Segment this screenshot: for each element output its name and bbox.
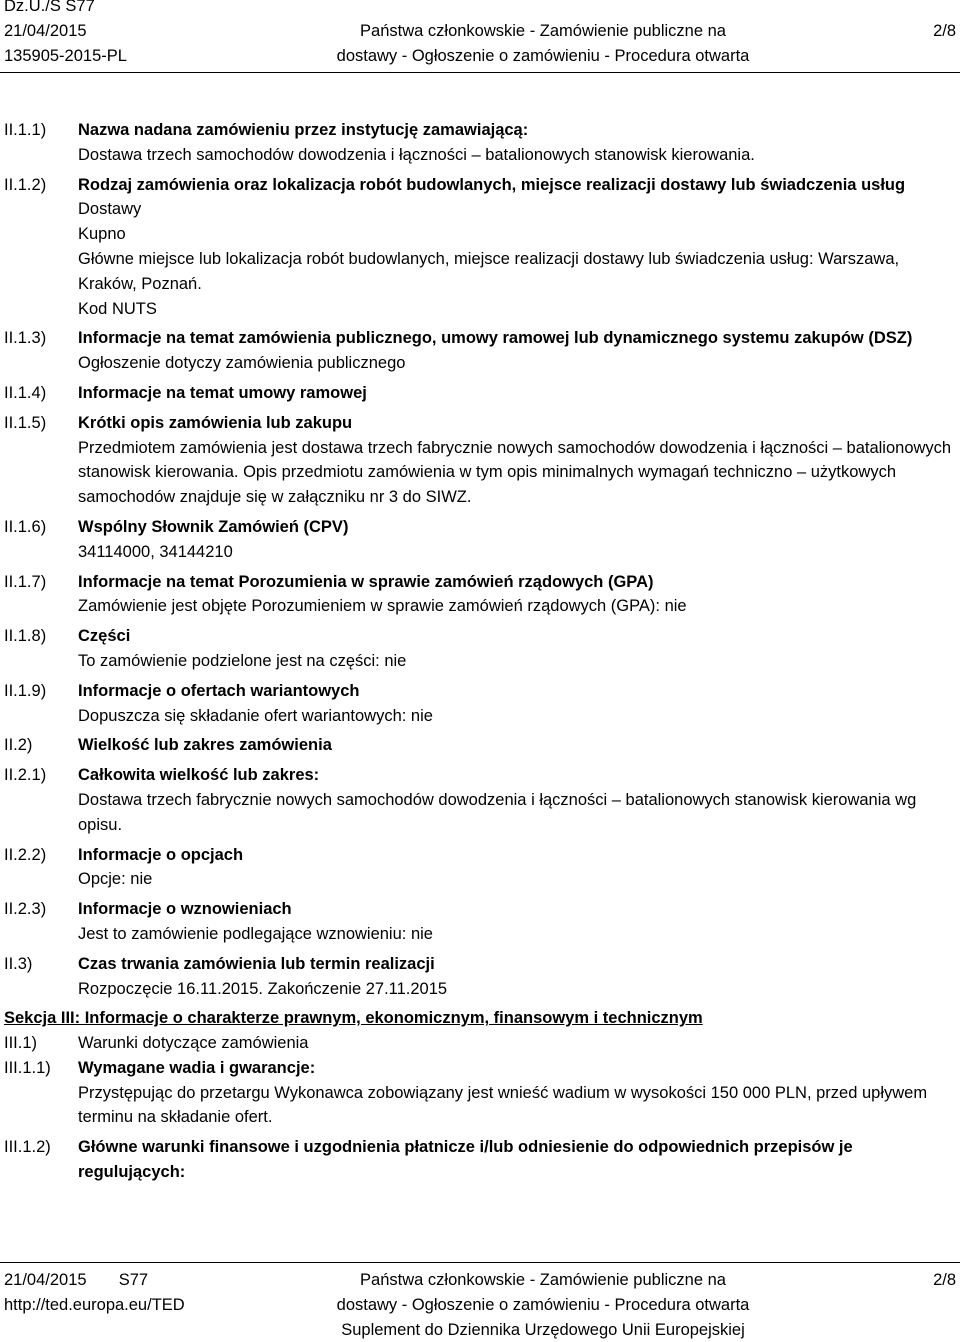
section-item <box>0 118 960 168</box>
section3-text: Przystępując do przetargu Wykonawca zobowiązany jest wnieść wadium w wysokości 150 000 PLN, przed upływem terminu na składanie ofert. <box>78 1083 928 1127</box>
header-left <box>4 0 127 68</box>
header-docno: 135905-2015-PL <box>4 46 127 65</box>
section-heading: Całkowita wielkość lub zakres: <box>78 766 320 785</box>
footer-title-line3: Suplement do Dziennika Urzędowego Unii Europejskiej <box>341 1320 745 1339</box>
section3-heading: Warunki dotyczące zamówienia <box>78 1034 309 1053</box>
section-text: Dostawa trzech fabrycznie nowych samochodów dowodzenia i łączności – batalionowych stanowisk kierowania wg opisu. <box>78 790 917 834</box>
section-heading: Informacje o wznowieniach <box>78 900 292 919</box>
section-item <box>0 381 960 406</box>
section-item <box>0 570 960 620</box>
section-text: Przedmiotem zamówienia jest dostawa trzech fabrycznie nowych samochodów dowodzenia i łączności – batalionowych stanowisk kierowania. Opis przedmiotu zamówienia w tym opis minimalnych wymagań techniczno – użytkowych samochodów znajduje się w załączniku nr 3 do SIWZ. <box>78 438 952 507</box>
section-heading: Części <box>78 627 131 646</box>
section-number: II.2.1) <box>4 766 47 785</box>
section-number: II.3) <box>4 954 33 973</box>
section-item <box>0 679 960 729</box>
footer-title-line2: dostawy - Ogłoszenie o zamówieniu - Procedura otwarta <box>336 1295 750 1314</box>
section-heading: Informacje o ofertach wariantowych <box>78 681 360 700</box>
section3-number: III.1) <box>4 1034 38 1053</box>
section3-item <box>0 1056 960 1130</box>
section-item <box>0 843 960 893</box>
section-heading: Krótki opis zamówienia lub zakupu <box>78 413 353 432</box>
footer-url[interactable]: http://ted.europa.eu/TED <box>4 1295 185 1314</box>
section-item <box>0 624 960 674</box>
section-number: II.1.7) <box>4 572 47 591</box>
section-heading: Nazwa nadana zamówieniu przez instytucję zamawiającą: <box>78 121 529 139</box>
section3-item <box>0 1135 960 1185</box>
section-number: II.2.2) <box>4 845 47 864</box>
section-heading: Informacje na temat Porozumienia w sprawie zamówień rządowych (GPA) <box>78 572 654 591</box>
section-text: 34114000, 34144210 <box>78 542 233 561</box>
section-item <box>0 173 960 322</box>
section-item <box>0 897 960 947</box>
section-number: II.1.6) <box>4 517 47 536</box>
section3-heading: Wymagane wadia i gwarancje: <box>78 1058 316 1077</box>
section-number: II.1.9) <box>4 681 47 700</box>
footer-divider <box>0 1262 960 1263</box>
section-number: II.1.1) <box>4 121 47 139</box>
section-number: II.1.2) <box>4 175 47 194</box>
section-number: II.1.5) <box>4 413 47 432</box>
footer-series: S77 <box>118 1271 149 1289</box>
section-text: Dopuszcza się składanie ofert wariantowych: nie <box>78 706 433 725</box>
section-item <box>0 326 960 376</box>
page-footer <box>0 1262 960 1339</box>
section-heading: Informacje na temat zamówienia publicznego, umowy ramowej lub dynamicznego systemu zakupów (DSZ) <box>78 329 913 348</box>
section-heading: Wielkość lub zakres zamówienia <box>78 736 332 755</box>
header-page-number: 2/8 <box>933 22 956 40</box>
section-heading: Wspólny Słownik Zamówień (CPV) <box>78 517 349 536</box>
section-text: Główne miejsce lub lokalizacja robót budowlanych, miejsce realizacji dostawy lub świadczenia usług: Warszawa, Kraków, Poznań. <box>78 249 900 293</box>
section-item <box>0 411 960 510</box>
section3-item <box>0 1031 960 1056</box>
header-date: 21/04/2015 <box>4 21 87 40</box>
page-header <box>0 0 960 66</box>
section-text: Ogłoszenie dotyczy zamówienia publicznego <box>78 354 406 373</box>
section-text: Dostawa trzech samochodów dowodzenia i łączności – batalionowych stanowisk kierowania. <box>78 145 755 164</box>
section3-heading: Główne warunki finansowe i uzgodnienia płatnicze i/lub odniesienie do odpowiednich przepisów je regulujących: <box>78 1138 853 1182</box>
section-heading: Informacje o opcjach <box>78 845 244 864</box>
section-item <box>0 515 960 565</box>
section-number: II.1.8) <box>4 627 47 646</box>
section-text: Rozpoczęcie 16.11.2015. Zakończenie 27.11.2015 <box>78 979 448 998</box>
footer-title <box>333 1268 753 1342</box>
header-divider <box>0 72 960 73</box>
section-heading: Czas trwania zamówienia lub termin realizacji <box>78 954 435 973</box>
footer-title-line1: Państwa członkowskie - Zamówienie publiczne na <box>360 1271 726 1289</box>
section3-number: III.1.1) <box>4 1058 51 1077</box>
section-item <box>0 733 960 758</box>
section-heading: Informacje na temat umowy ramowej <box>78 383 367 402</box>
section-text: Kod NUTS <box>78 299 157 318</box>
footer-page-number: 2/8 <box>933 1271 956 1289</box>
section-text: Jest to zamówienie podlegające wznowieniu: nie <box>78 924 433 943</box>
header-title <box>333 19 753 69</box>
header-journal: Dz.U./S S77 <box>4 0 95 15</box>
section-number: II.2) <box>4 736 33 755</box>
section-heading: Rodzaj zamówienia oraz lokalizacja robót budowlanych, miejsce realizacji dostawy lub świadczenia usług <box>78 175 906 194</box>
section-text: To zamówienie podzielone jest na części: nie <box>78 651 407 670</box>
section-item <box>0 763 960 837</box>
section3-number: III.1.2) <box>4 1138 51 1157</box>
document-body <box>0 118 960 1190</box>
section-text: Opcje: nie <box>78 870 153 889</box>
section-text: Dostawy <box>78 200 142 219</box>
header-title-line1: Państwa członkowskie - Zamówienie publiczne na <box>360 22 726 40</box>
section-text: Kupno <box>78 225 126 244</box>
footer-left <box>4 1268 185 1318</box>
section-text: Zamówienie jest objęte Porozumieniem w sprawie zamówień rządowych (GPA): nie <box>78 597 687 616</box>
section-item <box>0 952 960 1002</box>
section-number: II.2.3) <box>4 900 47 919</box>
section-number: II.1.4) <box>4 383 47 402</box>
header-title-line2: dostawy - Ogłoszenie o zamówieniu - Procedura otwarta <box>336 46 750 65</box>
section3-title: Sekcja III: Informacje o charakterze prawnym, ekonomicznym, finansowym i technicznym <box>4 1009 703 1028</box>
footer-date: 21/04/2015 <box>4 1271 87 1289</box>
section-number: II.1.3) <box>4 329 47 348</box>
